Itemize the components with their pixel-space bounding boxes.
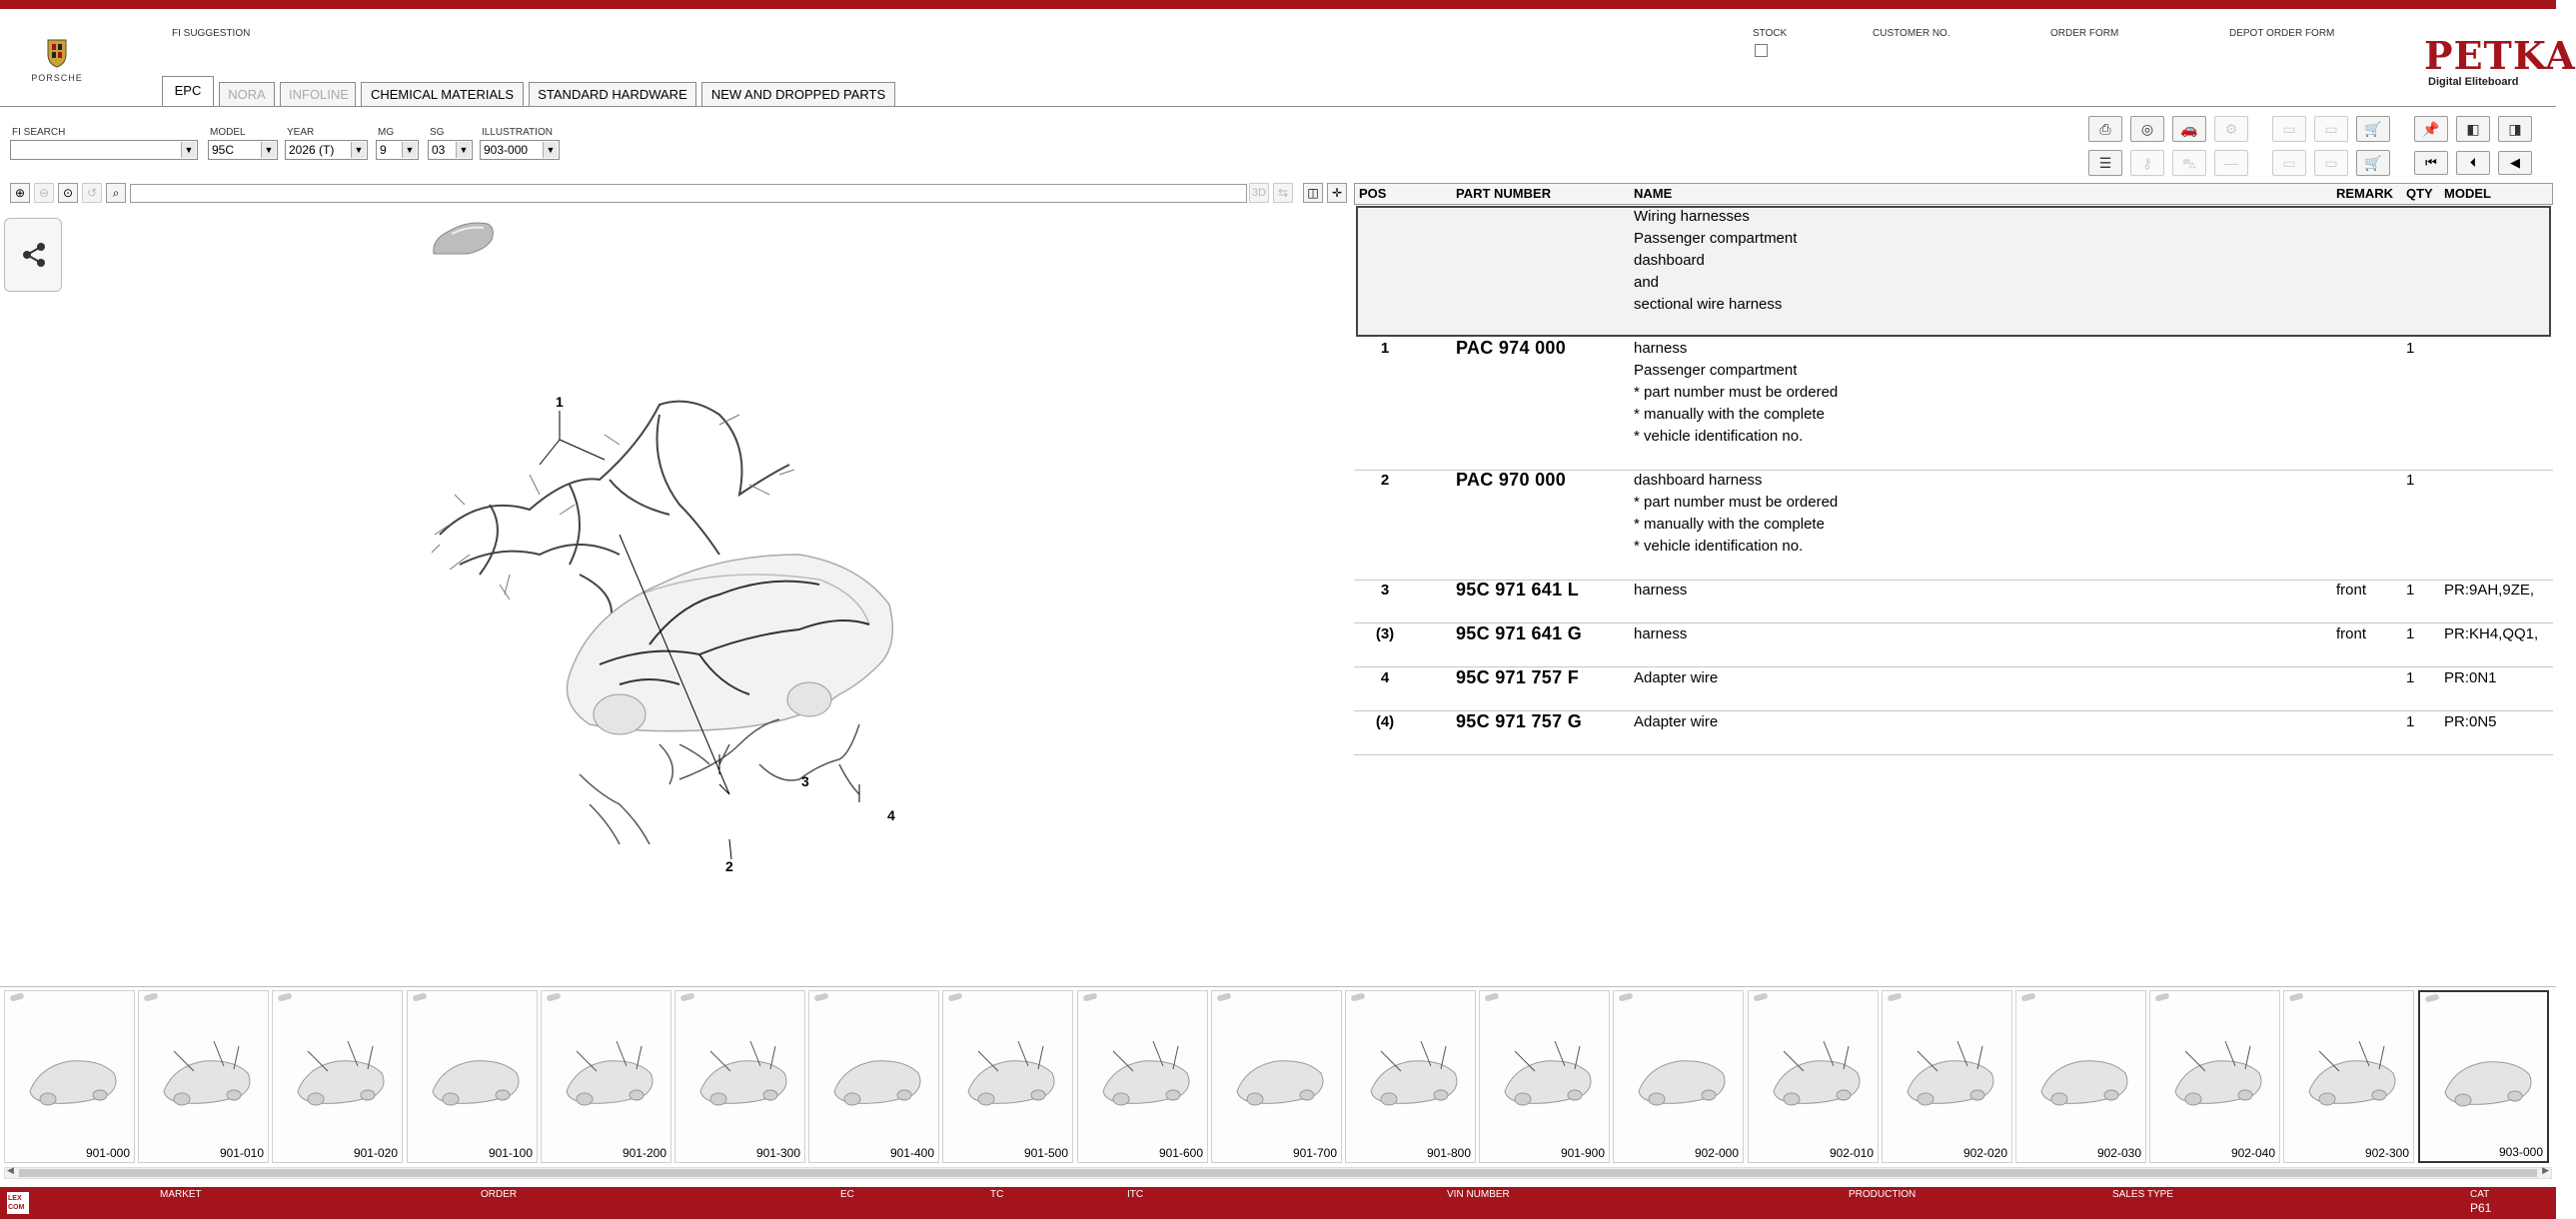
thumbnail-illustration bbox=[547, 1011, 666, 1131]
car-mini-icon bbox=[679, 992, 694, 1001]
tab-standard-hardware[interactable]: STANDARD HARDWARE bbox=[529, 82, 696, 106]
petka-logo bbox=[2424, 33, 2576, 92]
mg-select[interactable] bbox=[376, 140, 419, 160]
first-icon: ⏮ bbox=[2425, 155, 2437, 170]
thumbnail-903-000[interactable] bbox=[2418, 990, 2549, 1163]
doc-icon: ▭ bbox=[2282, 121, 2296, 137]
row-pos: 2 bbox=[1380, 472, 1390, 489]
zoom-reset-button[interactable] bbox=[82, 183, 102, 203]
thumbnail-illustration bbox=[413, 1011, 533, 1131]
mg-label: MG bbox=[378, 127, 395, 138]
status-tc[interactable]: TC bbox=[990, 1189, 1004, 1200]
lexcom-logo-text: LEX COM bbox=[8, 1195, 25, 1211]
car-icon: 🚗 bbox=[2180, 121, 2198, 137]
car-mini-icon bbox=[9, 992, 24, 1001]
sg-value: 03 bbox=[432, 143, 446, 157]
document-next-icon: ◨ bbox=[2508, 121, 2522, 137]
sg-select[interactable] bbox=[428, 140, 473, 160]
row-qty: 1 bbox=[2406, 472, 2415, 489]
page-next-doc-button[interactable] bbox=[2498, 116, 2532, 142]
callout-4[interactable]: 4 bbox=[887, 807, 895, 823]
minus-icon: — bbox=[2224, 155, 2238, 171]
thumbnail-901-900[interactable] bbox=[1479, 990, 1610, 1163]
chevron-down-icon: ▼ bbox=[351, 142, 366, 158]
row-name: harness bbox=[1634, 582, 1688, 599]
porsche-logo bbox=[18, 38, 96, 82]
thumbnail-illustration bbox=[2289, 1011, 2409, 1131]
row-pos: 4 bbox=[1380, 669, 1390, 686]
car-mini-icon bbox=[2154, 992, 2169, 1001]
thumbnail-illustration bbox=[1083, 1011, 1203, 1131]
magnify-button[interactable] bbox=[106, 183, 126, 203]
thumbnail-901-400[interactable] bbox=[808, 990, 939, 1163]
callout-2[interactable]: 2 bbox=[725, 858, 733, 874]
car-mini-icon bbox=[277, 992, 292, 1001]
thumbnail-label: 902-000 bbox=[1694, 1146, 1739, 1160]
scroll-left-icon[interactable]: ◀ bbox=[7, 1165, 14, 1175]
car-mini-icon bbox=[1618, 992, 1633, 1001]
row-pos: (4) bbox=[1375, 713, 1395, 730]
scrollbar-thumb[interactable] bbox=[19, 1169, 2537, 1177]
row-divider bbox=[1354, 754, 2553, 755]
back-icon: ◀ bbox=[2510, 155, 2520, 170]
row-model: PR:0N5 bbox=[2444, 713, 2497, 730]
callout-3[interactable]: 3 bbox=[801, 773, 809, 789]
thumbnail-label: 902-020 bbox=[1962, 1146, 2007, 1160]
illustration-label: ILLUSTRATION bbox=[482, 127, 553, 138]
status-cat-value: P61 bbox=[2470, 1201, 2492, 1215]
row-name: Adapter wire bbox=[1634, 669, 1719, 686]
share-button[interactable] bbox=[4, 218, 62, 292]
row-part-number[interactable]: PAC 974 000 bbox=[1456, 338, 1567, 358]
lexcom-logo bbox=[6, 1191, 30, 1215]
thumbnail-label: 901-200 bbox=[622, 1146, 666, 1160]
thumbnail-illustration bbox=[1888, 1011, 2007, 1131]
thumbnail-illustration bbox=[1619, 1011, 1739, 1131]
year-select[interactable] bbox=[285, 140, 368, 160]
model-value: 95C bbox=[212, 143, 235, 157]
zoom-out-icon: ⊖ bbox=[38, 186, 50, 200]
callout-1[interactable]: 1 bbox=[556, 394, 564, 410]
car-thumbnail-icon[interactable] bbox=[428, 214, 498, 264]
thumbnail-label: 902-300 bbox=[2364, 1146, 2409, 1160]
pin-button[interactable] bbox=[2414, 116, 2448, 142]
thumbnail-label: 902-040 bbox=[2230, 1146, 2275, 1160]
depot-order-form-label: DEPOT ORDER FORM bbox=[2229, 28, 2335, 39]
magnifier-icon: ◎ bbox=[2140, 121, 2154, 137]
thumbnail-901-600[interactable] bbox=[1077, 990, 1208, 1163]
illustration-value: 903-000 bbox=[484, 143, 529, 157]
row-part-number[interactable]: PAC 970 000 bbox=[1456, 470, 1567, 490]
row-part-number[interactable]: 95C 971 757 G bbox=[1456, 711, 1582, 731]
tab-divider bbox=[0, 106, 2556, 107]
search-icon: ⌕ bbox=[112, 186, 120, 200]
disabled-tool-button[interactable] bbox=[2314, 116, 2348, 142]
status-itc[interactable]: ITC bbox=[1127, 1189, 1144, 1200]
car-mini-icon bbox=[546, 992, 561, 1001]
cart-add-button[interactable] bbox=[2356, 116, 2390, 142]
col-header-model[interactable]: MODEL bbox=[2444, 186, 2491, 201]
group-header-row[interactable] bbox=[1356, 206, 2551, 337]
chevron-down-icon: ▼ bbox=[181, 142, 196, 158]
thumbnail-901-700[interactable] bbox=[1211, 990, 1342, 1163]
row-qty: 1 bbox=[2406, 340, 2415, 357]
tool-icon: ⚙ bbox=[2224, 121, 2238, 137]
thumbnail-illustration bbox=[278, 1011, 398, 1131]
illustration-select[interactable] bbox=[480, 140, 560, 160]
thumbnail-label: 901-800 bbox=[1426, 1146, 1471, 1160]
status-sales-type[interactable]: SALES TYPE bbox=[2112, 1189, 2173, 1200]
row-remark: front bbox=[2336, 582, 2367, 599]
car-mini-icon bbox=[2424, 993, 2439, 1002]
group-header-text: Wiring harnesses Passenger compartment dashboard and sectional wire harness bbox=[1634, 208, 1798, 313]
row-model: PR:KH4,QQ1, bbox=[2444, 625, 2539, 642]
document-prev-icon: ◧ bbox=[2466, 121, 2480, 137]
thumbnail-strip bbox=[0, 986, 2556, 987]
thumbnail-label: 901-100 bbox=[488, 1146, 533, 1160]
thumbnail-scrollbar[interactable] bbox=[4, 1167, 2552, 1179]
tab-chemical-materials[interactable]: CHEMICAL MATERIALS bbox=[361, 82, 524, 106]
layout-icon: ◫ bbox=[1307, 186, 1319, 200]
viewer-search-input[interactable] bbox=[130, 184, 1247, 203]
row-model: PR:0N1 bbox=[2444, 669, 2497, 686]
fi-search-label: FI SEARCH bbox=[12, 127, 66, 138]
tab-new-and-dropped-parts[interactable]: NEW AND DROPPED PARTS bbox=[701, 82, 895, 106]
thumbnail-901-800[interactable] bbox=[1345, 990, 1476, 1163]
row-qty: 1 bbox=[2406, 582, 2415, 599]
row-pos: 3 bbox=[1380, 582, 1390, 599]
thumbnail-illustration bbox=[814, 1011, 934, 1131]
car-mini-icon bbox=[1887, 992, 1902, 1001]
car-mini-icon bbox=[412, 992, 427, 1001]
stock-label: STOCK bbox=[1753, 28, 1788, 39]
cart-icon: 🛒 bbox=[2364, 121, 2382, 137]
fi-suggestion-label: FI SUGGESTION bbox=[172, 28, 251, 39]
printer-icon: ⎙ bbox=[2099, 121, 2111, 137]
thumbnail-901-200[interactable] bbox=[541, 990, 671, 1163]
thumbnail-illustration bbox=[680, 1011, 800, 1131]
thumbnail-label: 901-600 bbox=[1158, 1146, 1203, 1160]
disabled-tool-button[interactable] bbox=[2130, 150, 2164, 176]
reset-icon: ↺ bbox=[86, 186, 98, 200]
year-value: 2026 (T) bbox=[289, 143, 335, 157]
crosshair-icon: ✛ bbox=[1331, 186, 1343, 200]
thumbnail-label: 901-020 bbox=[353, 1146, 398, 1160]
thumbnail-illustration bbox=[2155, 1011, 2275, 1131]
thumbnail-illustration bbox=[948, 1011, 1068, 1131]
thumbnail-label: 901-700 bbox=[1292, 1146, 1337, 1160]
row-part-number[interactable]: 95C 971 641 L bbox=[1456, 580, 1579, 600]
chevron-down-icon: ▼ bbox=[402, 142, 417, 158]
zoom-fit-button[interactable] bbox=[58, 183, 78, 203]
thumbnail-label: 902-010 bbox=[1829, 1146, 1874, 1160]
search-parts-button[interactable] bbox=[2130, 116, 2164, 142]
petka-subtitle: Digital Eliteboard bbox=[2428, 76, 2519, 88]
row-pos: 1 bbox=[1380, 340, 1390, 357]
order-form-label: ORDER FORM bbox=[2050, 28, 2119, 39]
thumbnail-901-000[interactable] bbox=[4, 990, 135, 1163]
thumbnail-902-300[interactable] bbox=[2283, 990, 2414, 1163]
thumbnail-label: 901-000 bbox=[85, 1146, 130, 1160]
status-ec[interactable]: EC bbox=[840, 1189, 854, 1200]
row-qty: 1 bbox=[2406, 669, 2415, 686]
row-model: PR:9AH,9ZE, bbox=[2444, 582, 2535, 599]
row-name: Adapter wire bbox=[1634, 713, 1719, 730]
doc-icon: ▭ bbox=[2282, 155, 2296, 171]
share-icon bbox=[5, 219, 61, 291]
car-outline-icon: ⛍ bbox=[2181, 155, 2197, 171]
model-select[interactable] bbox=[208, 140, 278, 160]
car-mini-icon bbox=[2288, 992, 2303, 1001]
thumbnail-901-300[interactable] bbox=[674, 990, 805, 1163]
car-mini-icon bbox=[1753, 992, 1768, 1001]
thumbnail-illustration bbox=[1351, 1011, 1471, 1131]
sg-label: SG bbox=[430, 127, 445, 138]
thumbnail-label: 903-000 bbox=[2498, 1145, 2543, 1159]
disabled-tool-button[interactable] bbox=[2314, 150, 2348, 176]
status-vin-number[interactable]: VIN NUMBER bbox=[1447, 1189, 1510, 1200]
thumbnail-902-010[interactable] bbox=[1748, 990, 1879, 1163]
col-header-remark[interactable]: REMARK bbox=[2336, 186, 2394, 201]
thumbnail-illustration bbox=[2021, 1011, 2141, 1131]
row-part-number[interactable]: 95C 971 641 G bbox=[1456, 623, 1582, 643]
wiring-harness-illustration[interactable] bbox=[420, 385, 939, 884]
car-mini-icon bbox=[947, 992, 962, 1001]
thumbnail-label: 901-900 bbox=[1560, 1146, 1605, 1160]
car-mini-icon bbox=[1484, 992, 1499, 1001]
split-icon: ⇆ bbox=[1277, 186, 1289, 200]
thumbnail-901-010[interactable] bbox=[138, 990, 269, 1163]
cart-button[interactable] bbox=[2356, 150, 2390, 176]
disabled-tool-button[interactable] bbox=[2272, 150, 2306, 176]
thumbnail-902-000[interactable] bbox=[1613, 990, 1744, 1163]
customer-no-label: CUSTOMER NO. bbox=[1873, 28, 1950, 39]
row-name: dashboard harness * part number must be ordered * manually with the complete * vehicle identification no. bbox=[1634, 472, 1839, 555]
car-mini-icon bbox=[1082, 992, 1097, 1001]
print-button[interactable] bbox=[2088, 116, 2122, 142]
split-view-button[interactable] bbox=[1273, 183, 1293, 203]
zoom-in-icon: ⊕ bbox=[14, 186, 26, 200]
doc-icon: ▭ bbox=[2324, 121, 2338, 137]
thumbnail-901-100[interactable] bbox=[407, 990, 538, 1163]
thumbnail-illustration bbox=[1485, 1011, 1605, 1131]
tab-epc[interactable]: EPC bbox=[162, 76, 214, 106]
col-header-qty[interactable]: QTY bbox=[2406, 186, 2433, 201]
stock-checkbox[interactable] bbox=[1755, 44, 1768, 57]
page-prev-doc-button[interactable] bbox=[2456, 116, 2490, 142]
thumbnail-901-500[interactable] bbox=[942, 990, 1073, 1163]
car-mini-icon bbox=[1216, 992, 1231, 1001]
thumbnail-illustration bbox=[10, 1011, 130, 1131]
tab-nora[interactable]: NORA bbox=[219, 82, 275, 106]
3d-button[interactable]: 3D bbox=[1249, 183, 1269, 203]
thumbnail-label: 901-010 bbox=[219, 1146, 264, 1160]
disabled-tool-button[interactable] bbox=[2214, 150, 2248, 176]
porsche-crest-icon bbox=[18, 38, 96, 68]
car-mini-icon bbox=[143, 992, 158, 1001]
car-mini-icon bbox=[2020, 992, 2035, 1001]
zoom-fit-icon: ⊙ bbox=[62, 186, 74, 200]
panel-layout-button[interactable] bbox=[1303, 183, 1323, 203]
disabled-tool-button[interactable] bbox=[2272, 116, 2306, 142]
thumbnail-902-040[interactable] bbox=[2149, 990, 2280, 1163]
chevron-down-icon: ▼ bbox=[261, 142, 276, 158]
year-label: YEAR bbox=[287, 127, 315, 138]
row-part-number[interactable]: 95C 971 757 F bbox=[1456, 667, 1579, 687]
model-label: MODEL bbox=[210, 127, 246, 138]
col-header-part-number[interactable]: PART NUMBER bbox=[1456, 186, 1552, 201]
row-qty: 1 bbox=[2406, 625, 2415, 642]
scroll-right-icon[interactable]: ▶ bbox=[2542, 1165, 2549, 1175]
disabled-tool-button[interactable] bbox=[2172, 150, 2206, 176]
thumbnail-label: 901-400 bbox=[889, 1146, 934, 1160]
list-button[interactable] bbox=[2088, 150, 2122, 176]
mg-value: 9 bbox=[380, 143, 387, 157]
status-market[interactable]: MARKET bbox=[160, 1189, 202, 1200]
col-header-name[interactable]: NAME bbox=[1634, 186, 1673, 201]
status-order[interactable]: ORDER bbox=[481, 1189, 518, 1200]
fi-search-select[interactable] bbox=[10, 140, 198, 160]
pin-icon: 📌 bbox=[2422, 121, 2440, 137]
zoom-in-button[interactable] bbox=[10, 183, 30, 203]
row-pos: (3) bbox=[1375, 625, 1395, 642]
row-remark: front bbox=[2336, 625, 2367, 642]
chevron-down-icon: ▼ bbox=[543, 142, 558, 158]
porsche-wordmark: PORSCHE bbox=[31, 73, 83, 83]
col-header-pos[interactable]: POS bbox=[1359, 186, 1387, 201]
row-name: harness Passenger compartment * part number must be ordered * manually with the complete * vehicle identification no. bbox=[1634, 340, 1839, 445]
thumbnail-illustration bbox=[1754, 1011, 1874, 1131]
tab-infoline[interactable]: INFOLINE bbox=[280, 82, 356, 106]
thumbnail-illustration bbox=[144, 1011, 264, 1131]
petka-title: PETKA bbox=[2424, 33, 2576, 78]
row-qty: 1 bbox=[2406, 713, 2415, 730]
list-icon: ☰ bbox=[2098, 155, 2112, 171]
back-button[interactable] bbox=[2498, 151, 2532, 175]
thumbnail-901-020[interactable] bbox=[272, 990, 403, 1163]
thumbnail-label: 902-030 bbox=[2096, 1146, 2141, 1160]
crosshair-button[interactable] bbox=[1327, 183, 1347, 203]
zoom-out-button[interactable] bbox=[34, 183, 54, 203]
doc-icon: ▭ bbox=[2324, 155, 2338, 171]
row-name: harness bbox=[1634, 625, 1688, 642]
previous-icon: ⏴ bbox=[2469, 155, 2477, 170]
car-mini-icon bbox=[1350, 992, 1365, 1001]
key-icon: ⚷ bbox=[2141, 155, 2153, 171]
status-production[interactable]: PRODUCTION bbox=[1849, 1189, 1917, 1200]
thumbnail-label: 901-300 bbox=[755, 1146, 800, 1160]
thumbnail-902-020[interactable] bbox=[1882, 990, 2012, 1163]
car-mini-icon bbox=[813, 992, 828, 1001]
vehicle-button[interactable] bbox=[2172, 116, 2206, 142]
thumbnail-illustration bbox=[2425, 1012, 2545, 1132]
first-page-button[interactable] bbox=[2414, 151, 2448, 175]
cart-icon: 🛒 bbox=[2364, 155, 2382, 171]
thumbnail-illustration bbox=[1217, 1011, 1337, 1131]
chevron-down-icon: ▼ bbox=[456, 142, 471, 158]
thumbnail-label: 901-500 bbox=[1023, 1146, 1068, 1160]
status-cat[interactable]: CAT bbox=[2470, 1189, 2490, 1200]
disabled-tool-button[interactable] bbox=[2214, 116, 2248, 142]
previous-page-button[interactable] bbox=[2456, 151, 2490, 175]
thumbnail-902-030[interactable] bbox=[2015, 990, 2146, 1163]
top-accent-bar bbox=[0, 0, 2556, 9]
